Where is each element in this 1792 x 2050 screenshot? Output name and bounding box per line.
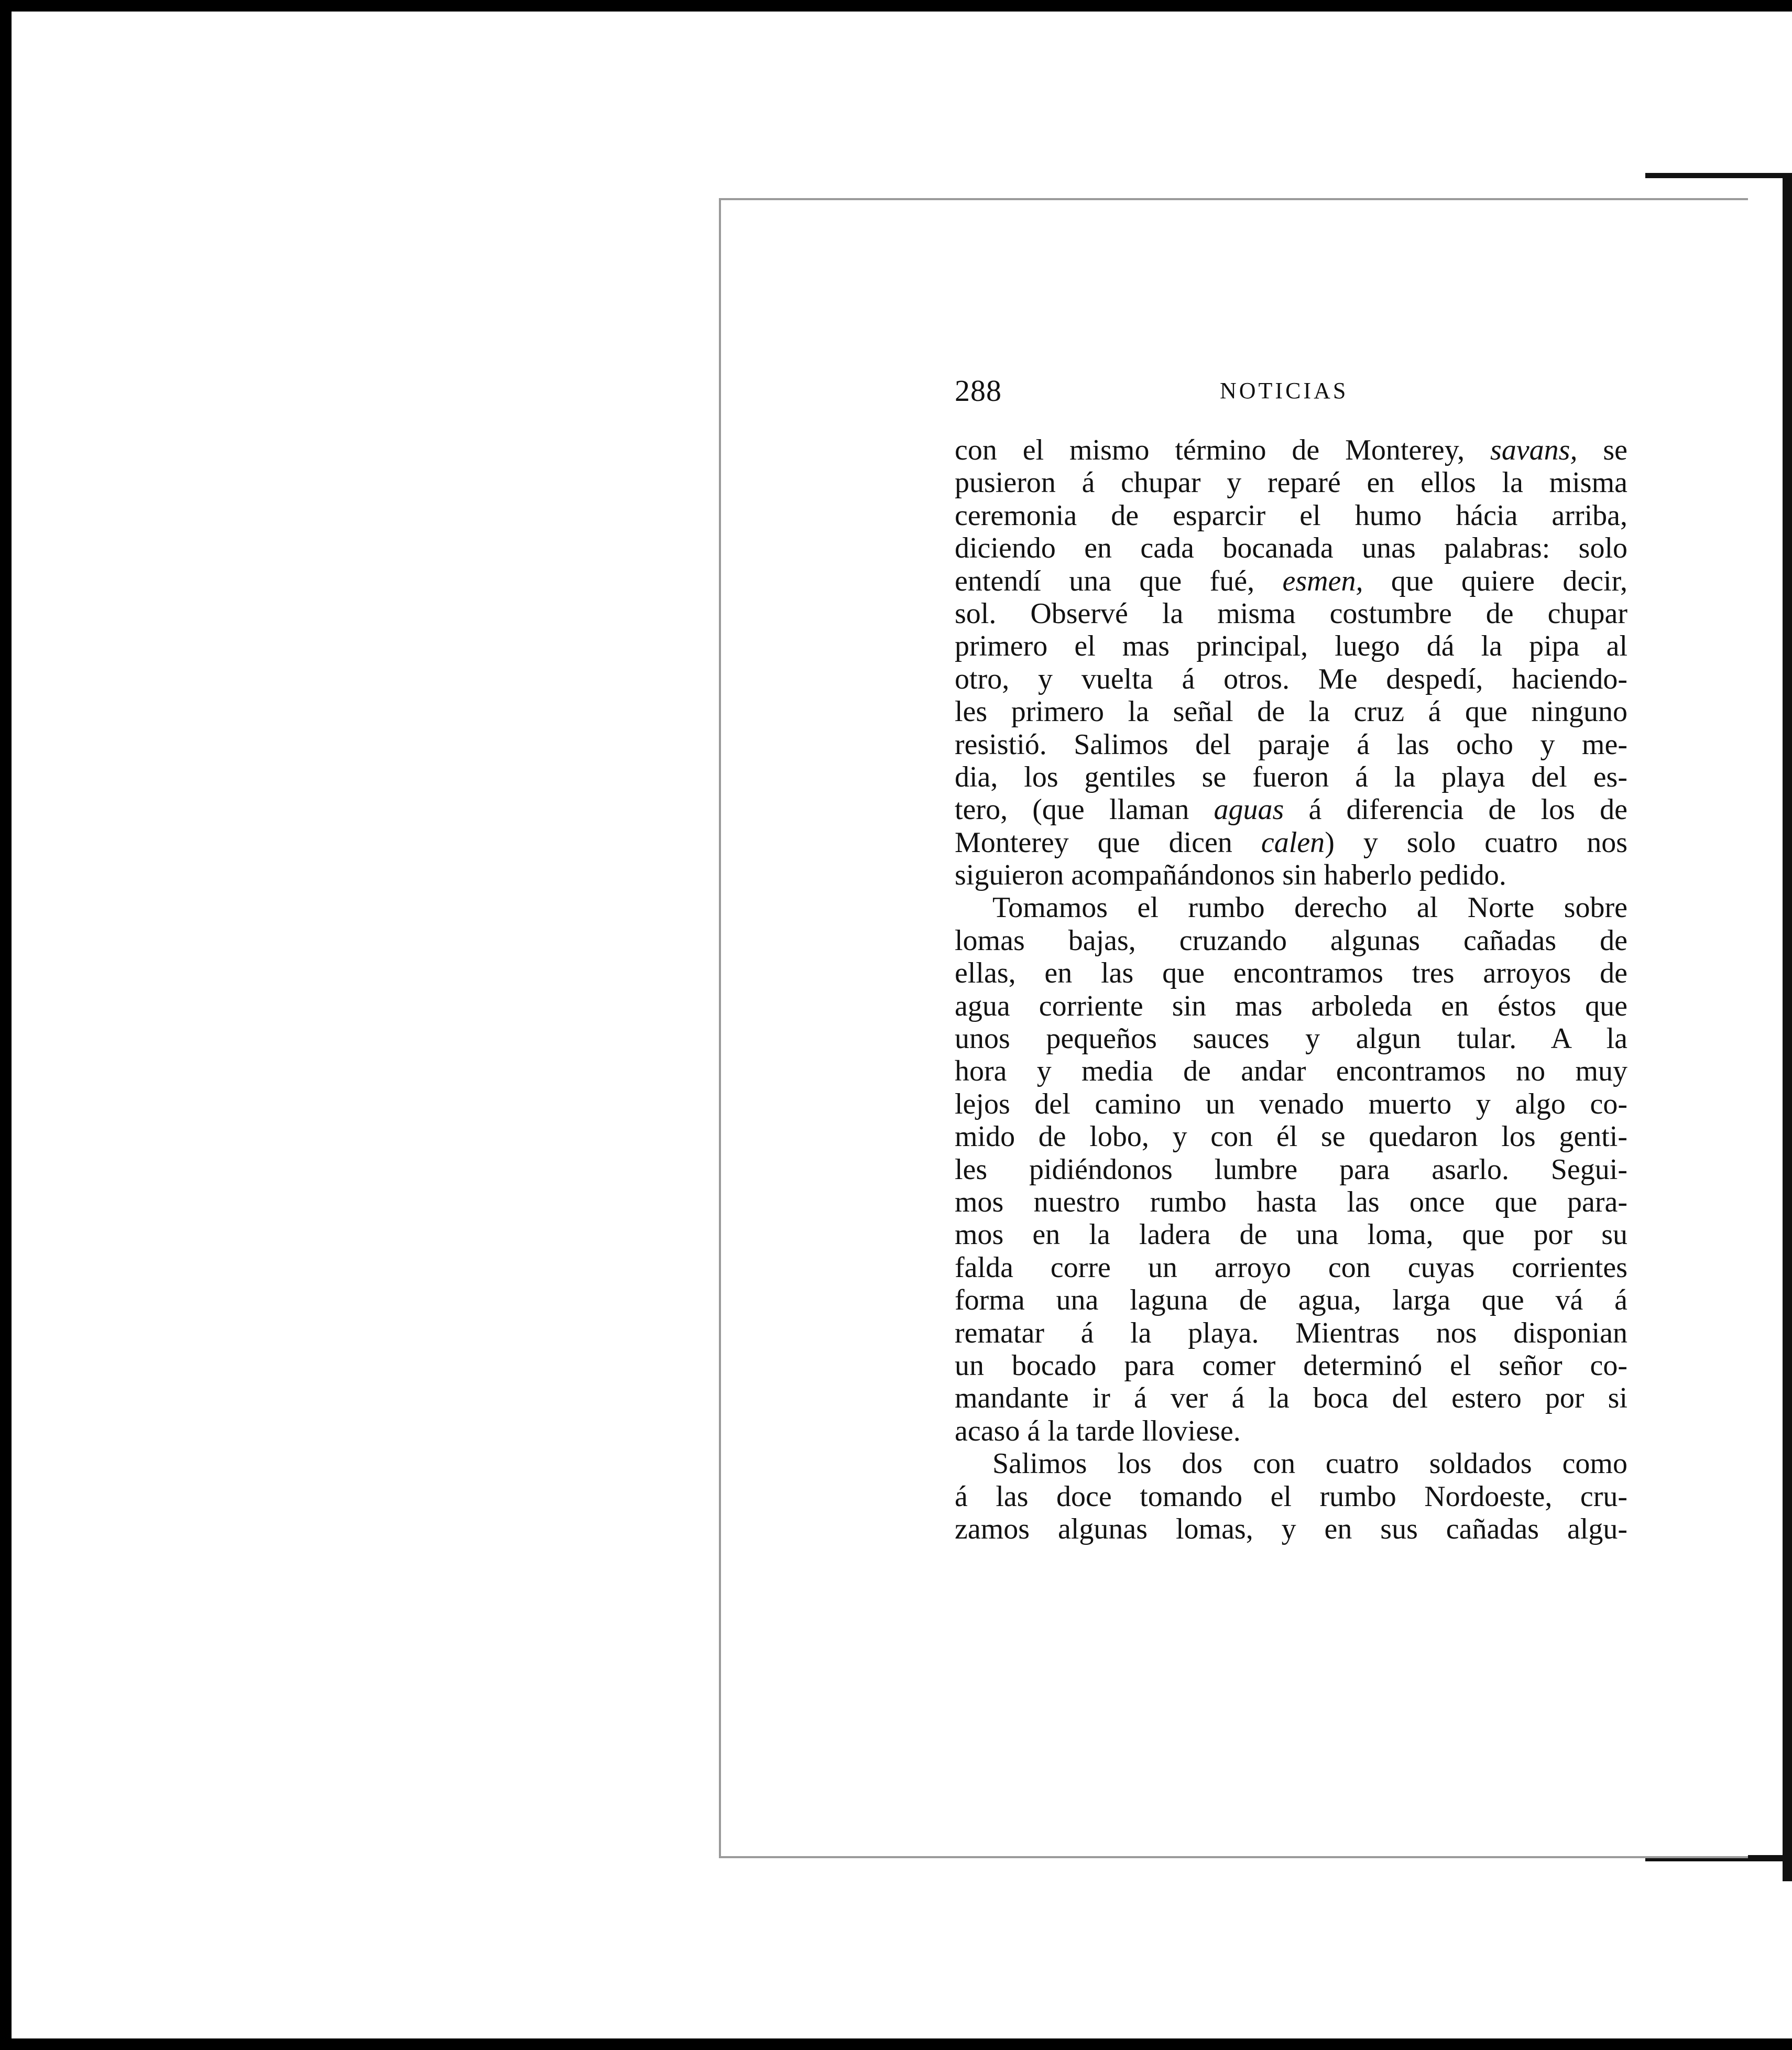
page-number: 288	[955, 374, 1002, 408]
text-run: que quiere decir,	[1363, 564, 1627, 597]
running-head	[955, 373, 1627, 410]
edge-line	[1783, 173, 1792, 1881]
text-line: falda corre un arroyo con cuyas corrientes	[955, 1251, 1627, 1284]
text-line: diciendo en cada bocanada unas palabras: solo	[955, 532, 1627, 565]
text-line: ellas, en las que encontramos tres arroyos de	[955, 957, 1627, 990]
text-run: entendí una que fué,	[955, 564, 1283, 597]
text-line: Salimos los dos con cuatro soldados como	[992, 1447, 1627, 1480]
text-line	[955, 565, 1627, 597]
text-line: les pidiéndonos lumbre para asarlo. Segui-	[955, 1153, 1627, 1186]
text-line: á las doce tomando el rumbo Nordoeste, cru-	[955, 1480, 1627, 1513]
text-line	[955, 434, 1627, 466]
text-line: un bocado para comer determinó el señor co-	[955, 1349, 1627, 1382]
text-line: Tomamos el rumbo derecho al Norte sobre	[992, 891, 1627, 924]
text-line: primero el mas principal, luego dá la pipa al	[955, 630, 1627, 663]
text-line: lomas bajas, cruzando algunas cañadas de	[955, 924, 1627, 957]
scan-border-top	[0, 0, 1792, 12]
scan-border-bottom	[0, 2038, 1792, 2050]
text-line: les primero la señal de la cruz á que ninguno	[955, 695, 1627, 728]
text-line: ceremonia de esparcir el humo hácia arriba,	[955, 499, 1627, 532]
text-line: agua corriente sin mas arboleda en éstos que	[955, 989, 1627, 1022]
text-line: resistió. Salimos del paraje á las ocho y me-	[955, 728, 1627, 761]
italic-term: savans,	[1490, 434, 1578, 466]
text-line: unos pequeños sauces y algun tular. A la	[955, 1022, 1627, 1055]
text-line	[955, 826, 1627, 859]
body-text	[955, 434, 1627, 1545]
italic-term: aguas	[1214, 793, 1284, 826]
text-run: ) y solo cuatro nos	[1325, 826, 1627, 859]
text-line: acaso á la tarde lloviese.	[955, 1414, 1241, 1447]
text-line: forma una laguna de agua, larga que vá á	[955, 1284, 1627, 1317]
text-line: zamos algunas lomas, y en sus cañadas algu-	[955, 1512, 1627, 1545]
text-line: pusieron á chupar y reparé en ellos la misma	[955, 466, 1627, 499]
text-line: otro, y vuelta á otros. Me despedí, haciendo-	[955, 662, 1627, 695]
italic-term: calen	[1261, 826, 1325, 859]
text-line: dia, los gentiles se fueron á la playa del es-	[955, 760, 1627, 793]
running-title: NOTICIAS	[1220, 378, 1349, 404]
text-line: sol. Observé la misma costumbre de chupar	[955, 597, 1627, 630]
text-run: tero, (que llaman	[955, 793, 1214, 826]
text-line: mos en la ladera de una loma, que por su	[955, 1218, 1627, 1251]
text-run: Monterey que dicen	[955, 826, 1261, 859]
text-line: mido de lobo, y con él se quedaron los genti-	[955, 1120, 1627, 1153]
scan-border-left	[0, 0, 12, 2050]
text-line: mos nuestro rumbo hasta las once que para-	[955, 1185, 1627, 1218]
text-run: se	[1577, 434, 1627, 466]
text-line: mandante ir á ver á la boca del estero por si	[955, 1382, 1627, 1415]
text-line: lejos del camino un venado muerto y algo co-	[955, 1087, 1627, 1120]
text-run: con el mismo término de Monterey,	[955, 434, 1491, 466]
italic-term: esmen,	[1282, 564, 1363, 597]
text-line: rematar á la playa. Mientras nos disponian	[955, 1316, 1627, 1349]
text-line: hora y media de andar encontramos no muy	[955, 1055, 1627, 1088]
text-line: siguieron acompañándonos sin haberlo pedido.	[955, 859, 1506, 892]
text-line	[955, 793, 1627, 826]
text-run: á diferencia de los de	[1284, 793, 1627, 826]
edge-line	[1645, 173, 1792, 178]
